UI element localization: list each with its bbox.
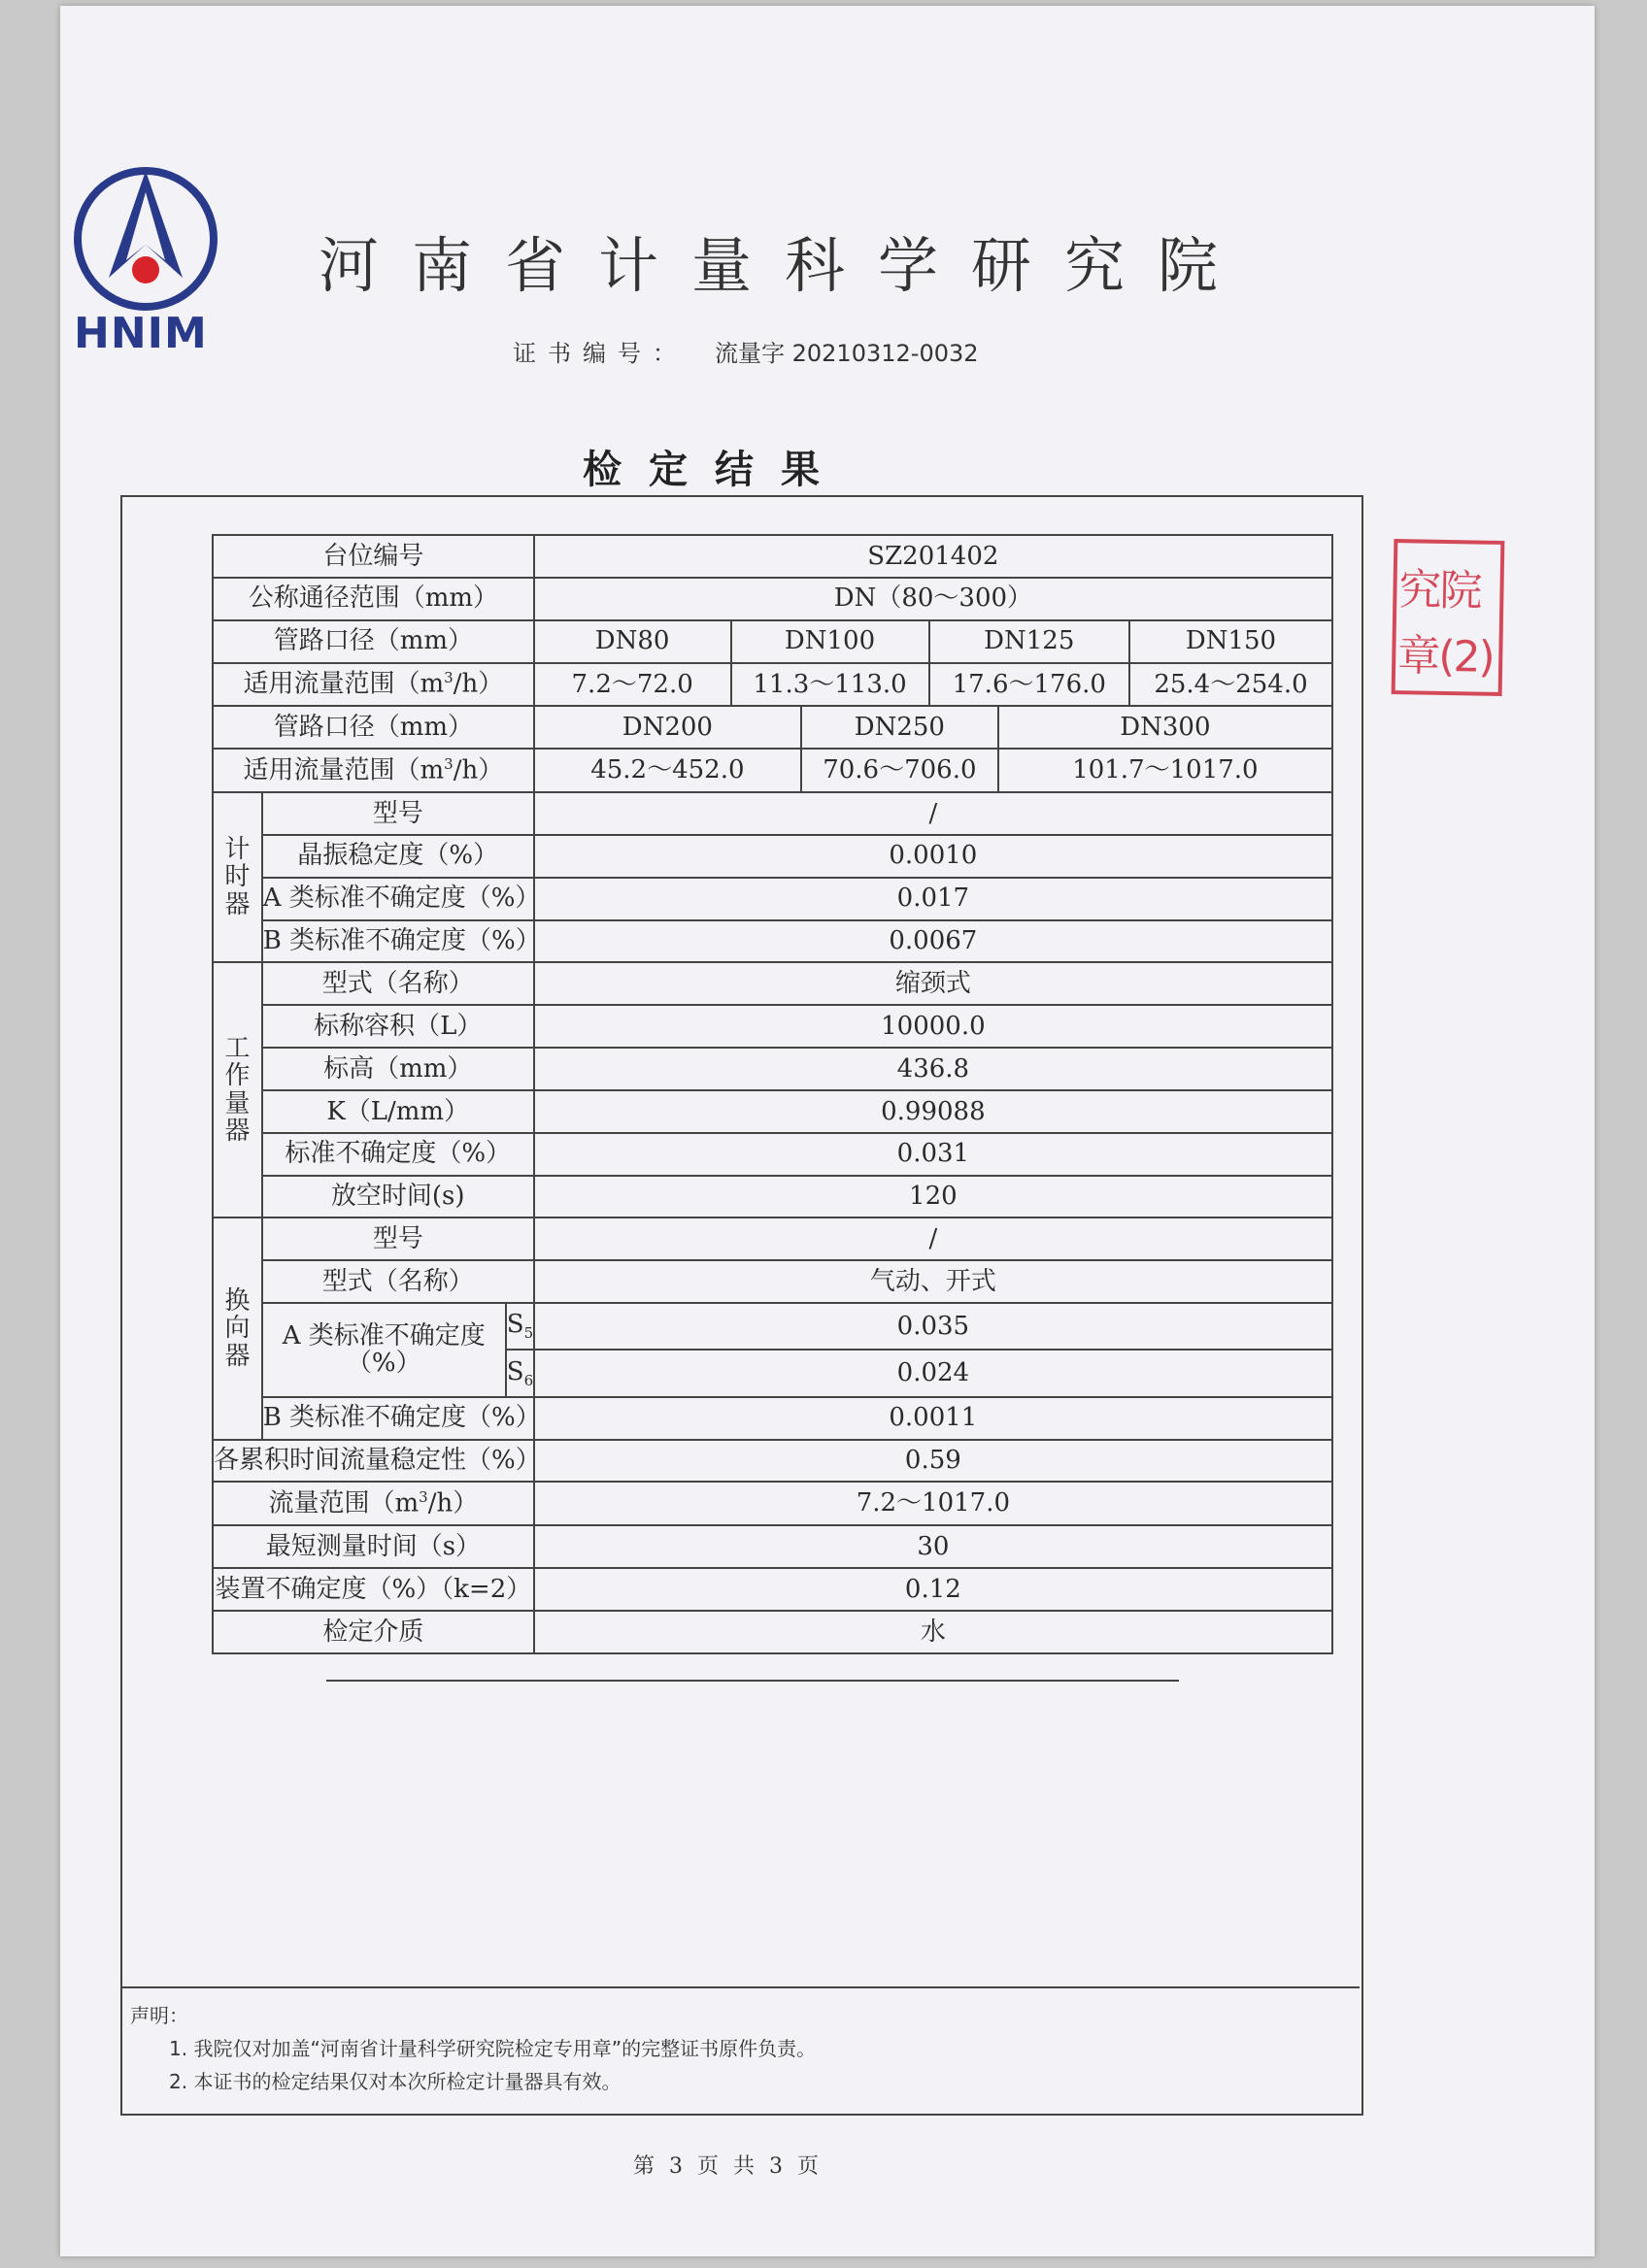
diverter-type-label: 型式（名称） [262, 1260, 534, 1303]
notes-line: 2. 本证书的检定结果仅对本次所检定计量器具有效。 [169, 2070, 622, 2093]
flow-range-cell: 45.2～452.0 [534, 749, 801, 792]
nominal-diameter-label: 公称通径范围（mm） [213, 578, 534, 620]
pipe-size-label: 管路口径（mm） [213, 706, 534, 749]
flow-range-cell: 101.7～1017.0 [998, 749, 1332, 792]
vessel-row-value: 436.8 [534, 1048, 1332, 1090]
pipe-size-cell: DN100 [731, 620, 929, 663]
vessel-row-value: 0.99088 [534, 1090, 1332, 1133]
timer-row-value: 0.0010 [534, 835, 1332, 878]
notes-heading: 声明： [130, 2004, 188, 2027]
flow-range-cell: 17.6～176.0 [929, 663, 1129, 707]
results-table [212, 534, 1333, 1654]
timer-row-value: 0.017 [534, 878, 1332, 920]
vessel-group-label: 工作量器 [213, 962, 262, 1217]
vessel-row-label: 放空时间(s) [262, 1176, 534, 1218]
timer-row-label: B 类标准不确定度（%） [262, 920, 534, 963]
timer-row-value: 0.0067 [534, 920, 1332, 963]
s5-label: $S_5$ [506, 1303, 534, 1350]
timer-row-value: / [534, 792, 1332, 835]
pipe-size-cell: DN125 [929, 620, 1129, 663]
flow-range-cell: 11.3～113.0 [731, 663, 929, 707]
notes-line: 1. 我院仅对加盖“河南省计量科学研究院检定专用章”的完整证书原件负责。 [169, 2037, 817, 2060]
official-seal-stamp [1392, 539, 1505, 696]
timer-row-label: A 类标准不确定度（%） [262, 878, 534, 920]
min-measure-time-value: 30 [534, 1525, 1332, 1568]
cert-number-label: 证书编号： [513, 340, 688, 367]
logo-text: HNIM [74, 309, 208, 358]
vessel-row-label: 标准不确定度（%） [262, 1133, 534, 1176]
diverter-b-uncertainty-value: 0.0011 [534, 1397, 1332, 1440]
test-medium-label: 检定介质 [213, 1611, 534, 1653]
flow-range-label: 适用流量范围$(m^3/h)$ [213, 749, 534, 792]
vessel-row-value: 10000.0 [534, 1005, 1332, 1048]
device-uncertainty-label: 装置不确定度（%）（k=2） [213, 1568, 534, 1611]
vessel-row-value: 缩颈式 [534, 962, 1332, 1005]
flow-range-cell: 7.2～72.0 [534, 663, 731, 707]
s6-label: $S_6$ [506, 1350, 534, 1396]
flow-range-label: 适用流量范围$(m^3/h)$ [213, 663, 534, 707]
flow-range-total-value: 7.2～1017.0 [534, 1482, 1332, 1525]
page-number: 第 3 页 共 3 页 [633, 2154, 823, 2179]
device-uncertainty-value: 0.12 [534, 1568, 1332, 1611]
station-label: 台位编号 [213, 535, 534, 578]
pipe-size-cell: DN150 [1129, 620, 1332, 663]
pipe-size-cell: DN250 [801, 706, 998, 749]
s5-value: 0.035 [534, 1303, 1332, 1350]
diverter-group-label: 换向器 [213, 1217, 262, 1439]
stamp-text-bottom: 章(2) [1396, 631, 1495, 683]
timer-row-label: 型号 [262, 792, 534, 835]
end-divider [326, 1680, 1179, 1682]
org-name: 河南省计量科学研究院 [319, 230, 1252, 301]
page-title: 检定结果 [583, 448, 847, 492]
diverter-type-value: 气动、开式 [534, 1260, 1332, 1303]
nominal-diameter-value: DN（80～300） [534, 578, 1332, 620]
cert-number-value: 流量字 20210312-0032 [715, 340, 979, 367]
flow-stability-value: 0.59 [534, 1440, 1332, 1483]
diverter-a-uncertainty-label: A 类标准不确定度（%） [262, 1303, 506, 1397]
flow-range-cell: 70.6～706.0 [801, 749, 998, 792]
pipe-size-label: 管路口径（mm） [213, 620, 534, 663]
test-medium-value: 水 [534, 1611, 1332, 1653]
certificate-number-line [513, 334, 979, 368]
diverter-model-label: 型号 [262, 1217, 534, 1260]
timer-row-label: 晶振稳定度（%） [262, 835, 534, 878]
pipe-size-cell: DN300 [998, 706, 1332, 749]
diverter-b-uncertainty-label: B 类标准不确定度（%） [262, 1397, 534, 1440]
flow-stability-label: 各累积时间流量稳定性（%） [213, 1440, 534, 1483]
diverter-model-value: / [534, 1217, 1332, 1260]
min-measure-time-label: 最短测量时间（s） [213, 1525, 534, 1568]
flow-range-cell: 25.4～254.0 [1129, 663, 1332, 707]
timer-group-label: 计时器 [213, 792, 262, 962]
vessel-row-value: 0.031 [534, 1133, 1332, 1176]
s6-value: 0.024 [534, 1350, 1332, 1396]
vessel-row-label: K（L/mm） [262, 1090, 534, 1133]
station-value: SZ201402 [534, 535, 1332, 578]
vessel-row-label: 型式（名称） [262, 962, 534, 1005]
stamp-text-top: 究院 [1398, 565, 1481, 617]
declaration-notes [120, 1986, 1360, 2113]
vessel-row-label: 标称容积（L） [262, 1005, 534, 1048]
pipe-size-cell: DN200 [534, 706, 801, 749]
flow-range-total-label: 流量范围$(m^3/h)$ [213, 1482, 534, 1525]
vessel-row-value: 120 [534, 1176, 1332, 1218]
vessel-row-label: 标高（mm） [262, 1048, 534, 1090]
pipe-size-cell: DN80 [534, 620, 731, 663]
